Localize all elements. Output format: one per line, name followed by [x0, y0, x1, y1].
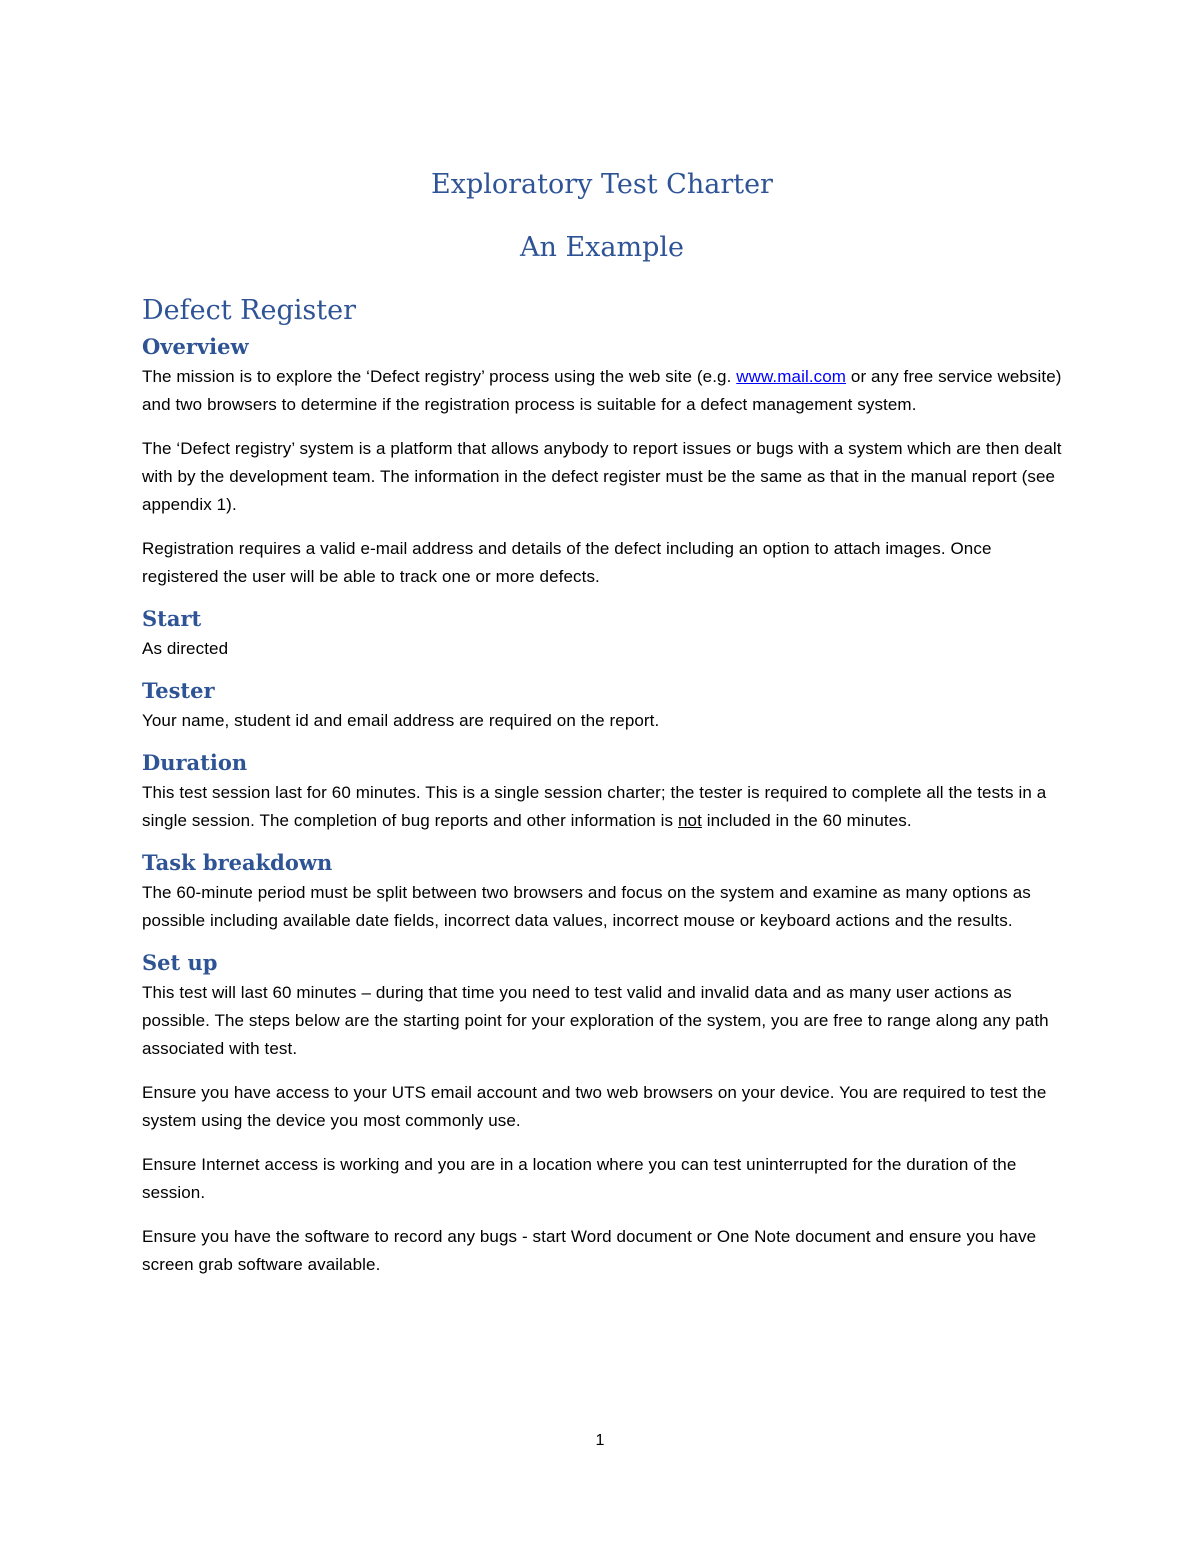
- setup-paragraph-2: Ensure you have access to your UTS email account and two web browsers on your device. You are required to test the system using the device you most commonly use.: [142, 1083, 1047, 1130]
- overview-p1-text-a: The mission is to explore the ‘Defect registry’ process using the web site (e.g.: [142, 367, 737, 386]
- heading-task-breakdown: Task breakdown: [142, 850, 333, 875]
- document-subtitle: An Example: [519, 232, 684, 263]
- setup-paragraph-3: Ensure Internet access is working and you are in a location where you can test uninterrupted for the duration of the session.: [142, 1155, 1017, 1202]
- overview-paragraph-2: The ‘Defect registry’ system is a platform that allows anybody to report issues or bugs with a system which are then dealt with by the development team. The information in the defect register must be the same as that in the manual report (see appendix 1).: [142, 439, 1062, 514]
- duration-text-b: included in the 60 minutes.: [701, 811, 912, 830]
- heading-start: Start: [142, 606, 202, 631]
- section-heading-defect-register: Defect Register: [142, 295, 356, 326]
- setup-paragraph-4: Ensure you have the software to record any bugs - start Word document or One Note document and ensure you have screen grab software available.: [142, 1227, 1037, 1274]
- heading-overview: Overview: [142, 334, 249, 359]
- document-body: [142, 163, 1062, 1279]
- heading-tester: Tester: [142, 678, 215, 703]
- task-breakdown-text: The 60-minute period must be split between two browsers and focus on the system and examine as many options as possible including available date fields, incorrect data values, incorrect mouse or keyboard actions and the results.: [142, 883, 1031, 930]
- duration-text-not: not: [677, 811, 702, 830]
- overview-p1-text-b: or any free service website) and two browsers to determine if the registration process is suitable for a defect management system.: [142, 367, 1062, 414]
- mail-link[interactable]: www.mail.com: [736, 367, 847, 386]
- tester-text: Your name, student id and email address are required on the report.: [142, 711, 660, 730]
- page-number: 1: [595, 1432, 605, 1449]
- document-title: Exploratory Test Charter: [431, 169, 773, 200]
- setup-paragraph-1: This test will last 60 minutes – during that time you need to test valid and invalid data and as many user actions as possible. The steps below are the starting point for your exploration of the system, you are free to range along any path associated with test.: [142, 983, 1049, 1058]
- heading-set-up: Set up: [142, 950, 218, 975]
- heading-duration: Duration: [142, 750, 248, 775]
- start-text: As directed: [142, 639, 229, 658]
- overview-paragraph-3: Registration requires a valid e-mail address and details of the defect including an option to attach images. Once registered the user will be able to track one or more defects.: [142, 539, 992, 586]
- duration-text: [142, 779, 1062, 835]
- duration-text-a: This test session last for 60 minutes. This is a single session charter; the tester is required to complete all the tests in a single session. The completion of bug reports and other information is: [142, 783, 1047, 830]
- overview-paragraph-1: [142, 363, 1062, 419]
